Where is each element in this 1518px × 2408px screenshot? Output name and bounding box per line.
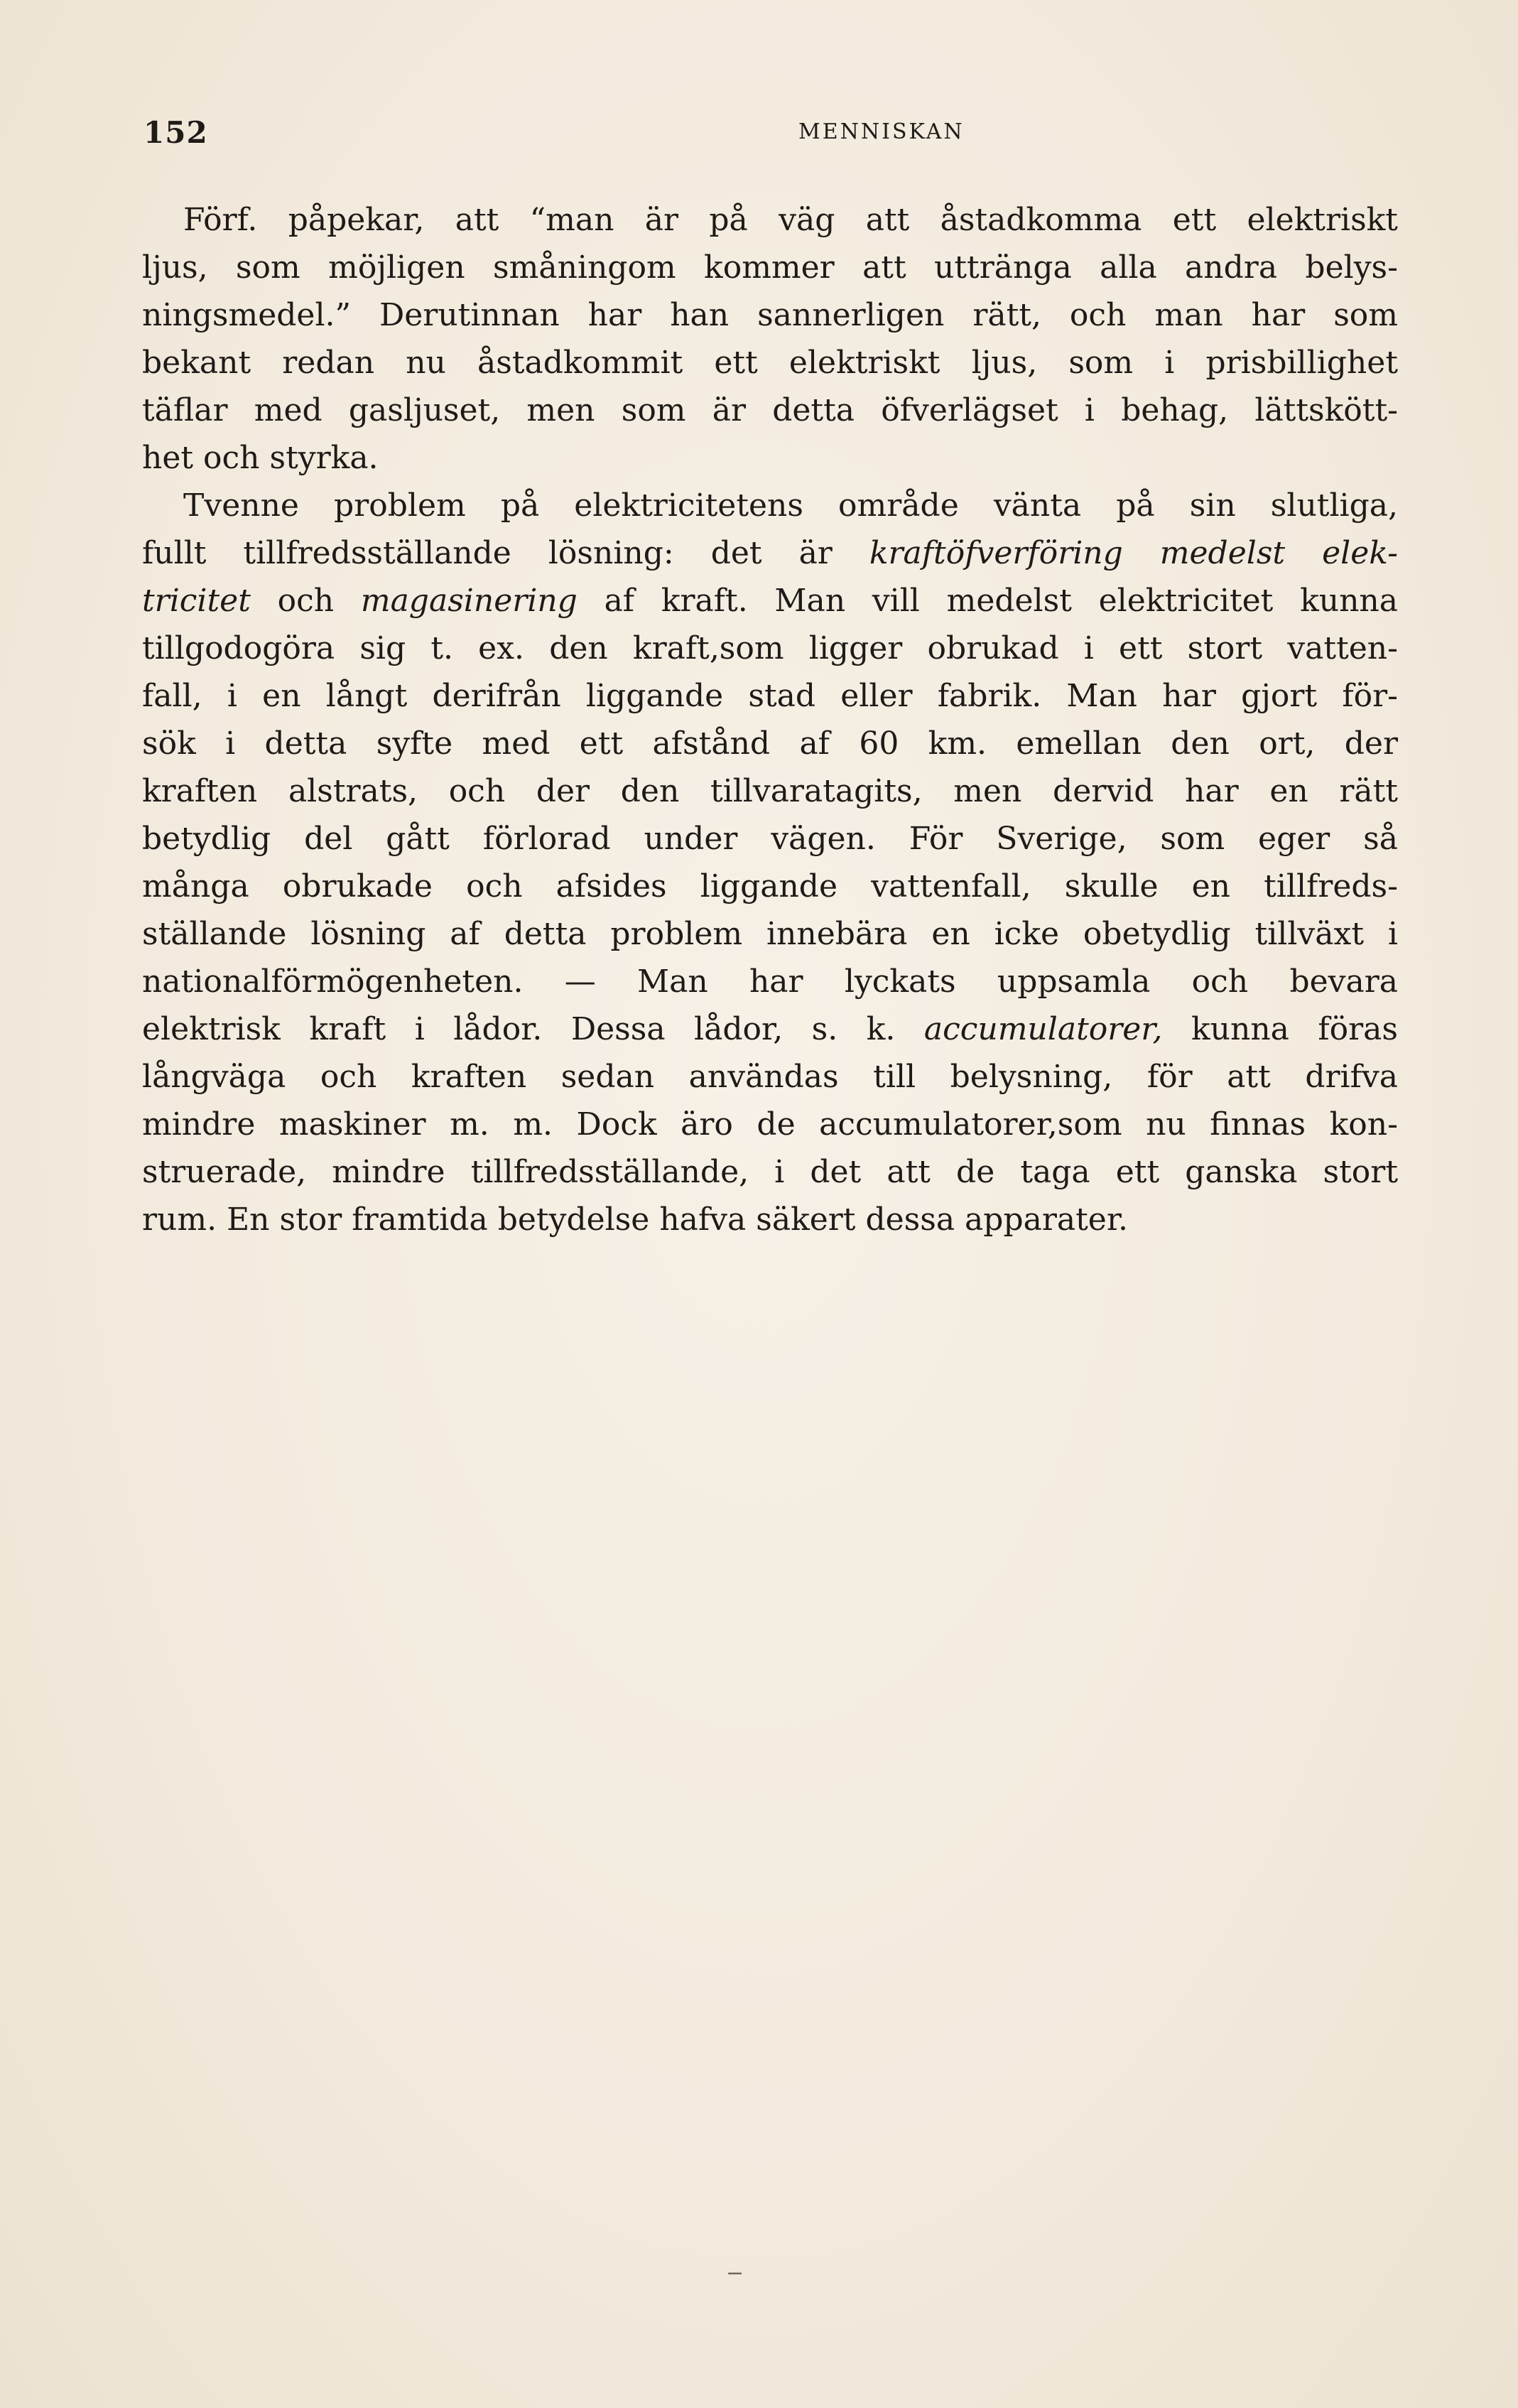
text-segment: kunna föras — [1162, 1011, 1398, 1047]
text-line — [142, 1005, 1398, 1053]
text-segment: sök i detta syfte med ett afstånd af 60 km. emellan den ort, der — [142, 725, 1398, 762]
text-segment: och — [250, 583, 361, 619]
text-line — [142, 625, 1398, 672]
text-line — [142, 1053, 1398, 1101]
text-segment: mindre maskiner m. m. Dock äro de accumulatorer,som nu finnas kon- — [142, 1106, 1398, 1143]
text-segment: struerade, mindre tillfredsställande, i det att de taga ett ganska stort — [142, 1154, 1398, 1190]
italic-text: magasinering — [360, 583, 578, 619]
text-line — [142, 339, 1398, 387]
italic-text: tricitet — [142, 583, 251, 619]
text-segment: långväga och kraften sedan användas till belysning, för att drifva — [142, 1059, 1398, 1095]
page-number: 152 — [143, 115, 208, 150]
text-line — [142, 1101, 1398, 1148]
text-line — [142, 767, 1398, 815]
text-segment: många obrukade och afsides liggande vattenfall, skulle en tillfreds- — [142, 868, 1398, 905]
running-head: MENNISKAN — [798, 119, 965, 144]
text-line — [142, 196, 1398, 244]
page-header — [143, 115, 1408, 155]
text-segment: af kraft. Man vill medelst elektricitet kunna — [577, 583, 1398, 619]
text-segment: tillgodogöra sig t. ex. den kraft,som ligger obrukad i ett stort vatten- — [142, 630, 1398, 666]
text-line — [142, 910, 1398, 958]
text-segment: ljus, som möjligen småningom kommer att uttränga alla andra belys- — [142, 249, 1398, 286]
text-segment: Förf. påpekar, att “man är på väg att åstadkomma ett elektriskt — [183, 202, 1398, 238]
text-segment: betydlig del gått förlorad under vägen. För Sverige, som eger så — [142, 821, 1398, 857]
text-line — [142, 815, 1398, 863]
text-segment: ningsmedel.” Derutinnan har han sannerligen rätt, och man har som — [142, 297, 1398, 333]
text-segment: rum. En stor framtida betydelse hafva säkert dessa apparater. — [142, 1202, 1129, 1238]
text-line — [142, 291, 1398, 339]
text-segment: elektrisk kraft i lådor. Dessa lådor, s. k. — [142, 1011, 924, 1047]
text-segment: ställande lösning af detta problem innebära en icke obetydlig tillväxt i — [142, 916, 1398, 952]
italic-text: accumulatorer, — [923, 1011, 1163, 1047]
text-line — [142, 577, 1398, 625]
text-line — [142, 720, 1398, 767]
footer-mark: − — [726, 2261, 744, 2286]
text-line — [142, 672, 1398, 720]
text-line — [142, 1196, 1398, 1243]
text-line — [142, 958, 1398, 1005]
text-line — [142, 387, 1398, 434]
text-line — [142, 1148, 1398, 1196]
body-text — [142, 196, 1398, 1243]
italic-text: kraftöfverföring medelst elek- — [869, 535, 1398, 571]
text-segment: het och styrka. — [142, 440, 379, 476]
text-segment: fall, i en långt derifrån liggande stad eller fabrik. Man har gjort för- — [142, 678, 1398, 714]
text-line — [142, 529, 1398, 577]
text-segment: kraften alstrats, och der den tillvaratagits, men dervid har en rätt — [142, 773, 1398, 809]
text-line — [142, 434, 1398, 482]
text-line — [142, 863, 1398, 910]
text-segment: Tvenne problem på elektricitetens område vänta på sin slutliga, — [183, 487, 1398, 524]
text-line — [142, 482, 1398, 529]
text-segment: fullt tillfredsställande lösning: det är — [142, 535, 869, 571]
text-segment: bekant redan nu åstadkommit ett elektriskt ljus, som i prisbillighet — [142, 345, 1398, 381]
text-segment: täflar med gasljuset, men som är detta öfverlägset i behag, lättskött- — [142, 392, 1398, 428]
text-segment: nationalförmögenheten. — Man har lyckats uppsamla och bevara — [142, 963, 1398, 1000]
text-line — [142, 244, 1398, 291]
